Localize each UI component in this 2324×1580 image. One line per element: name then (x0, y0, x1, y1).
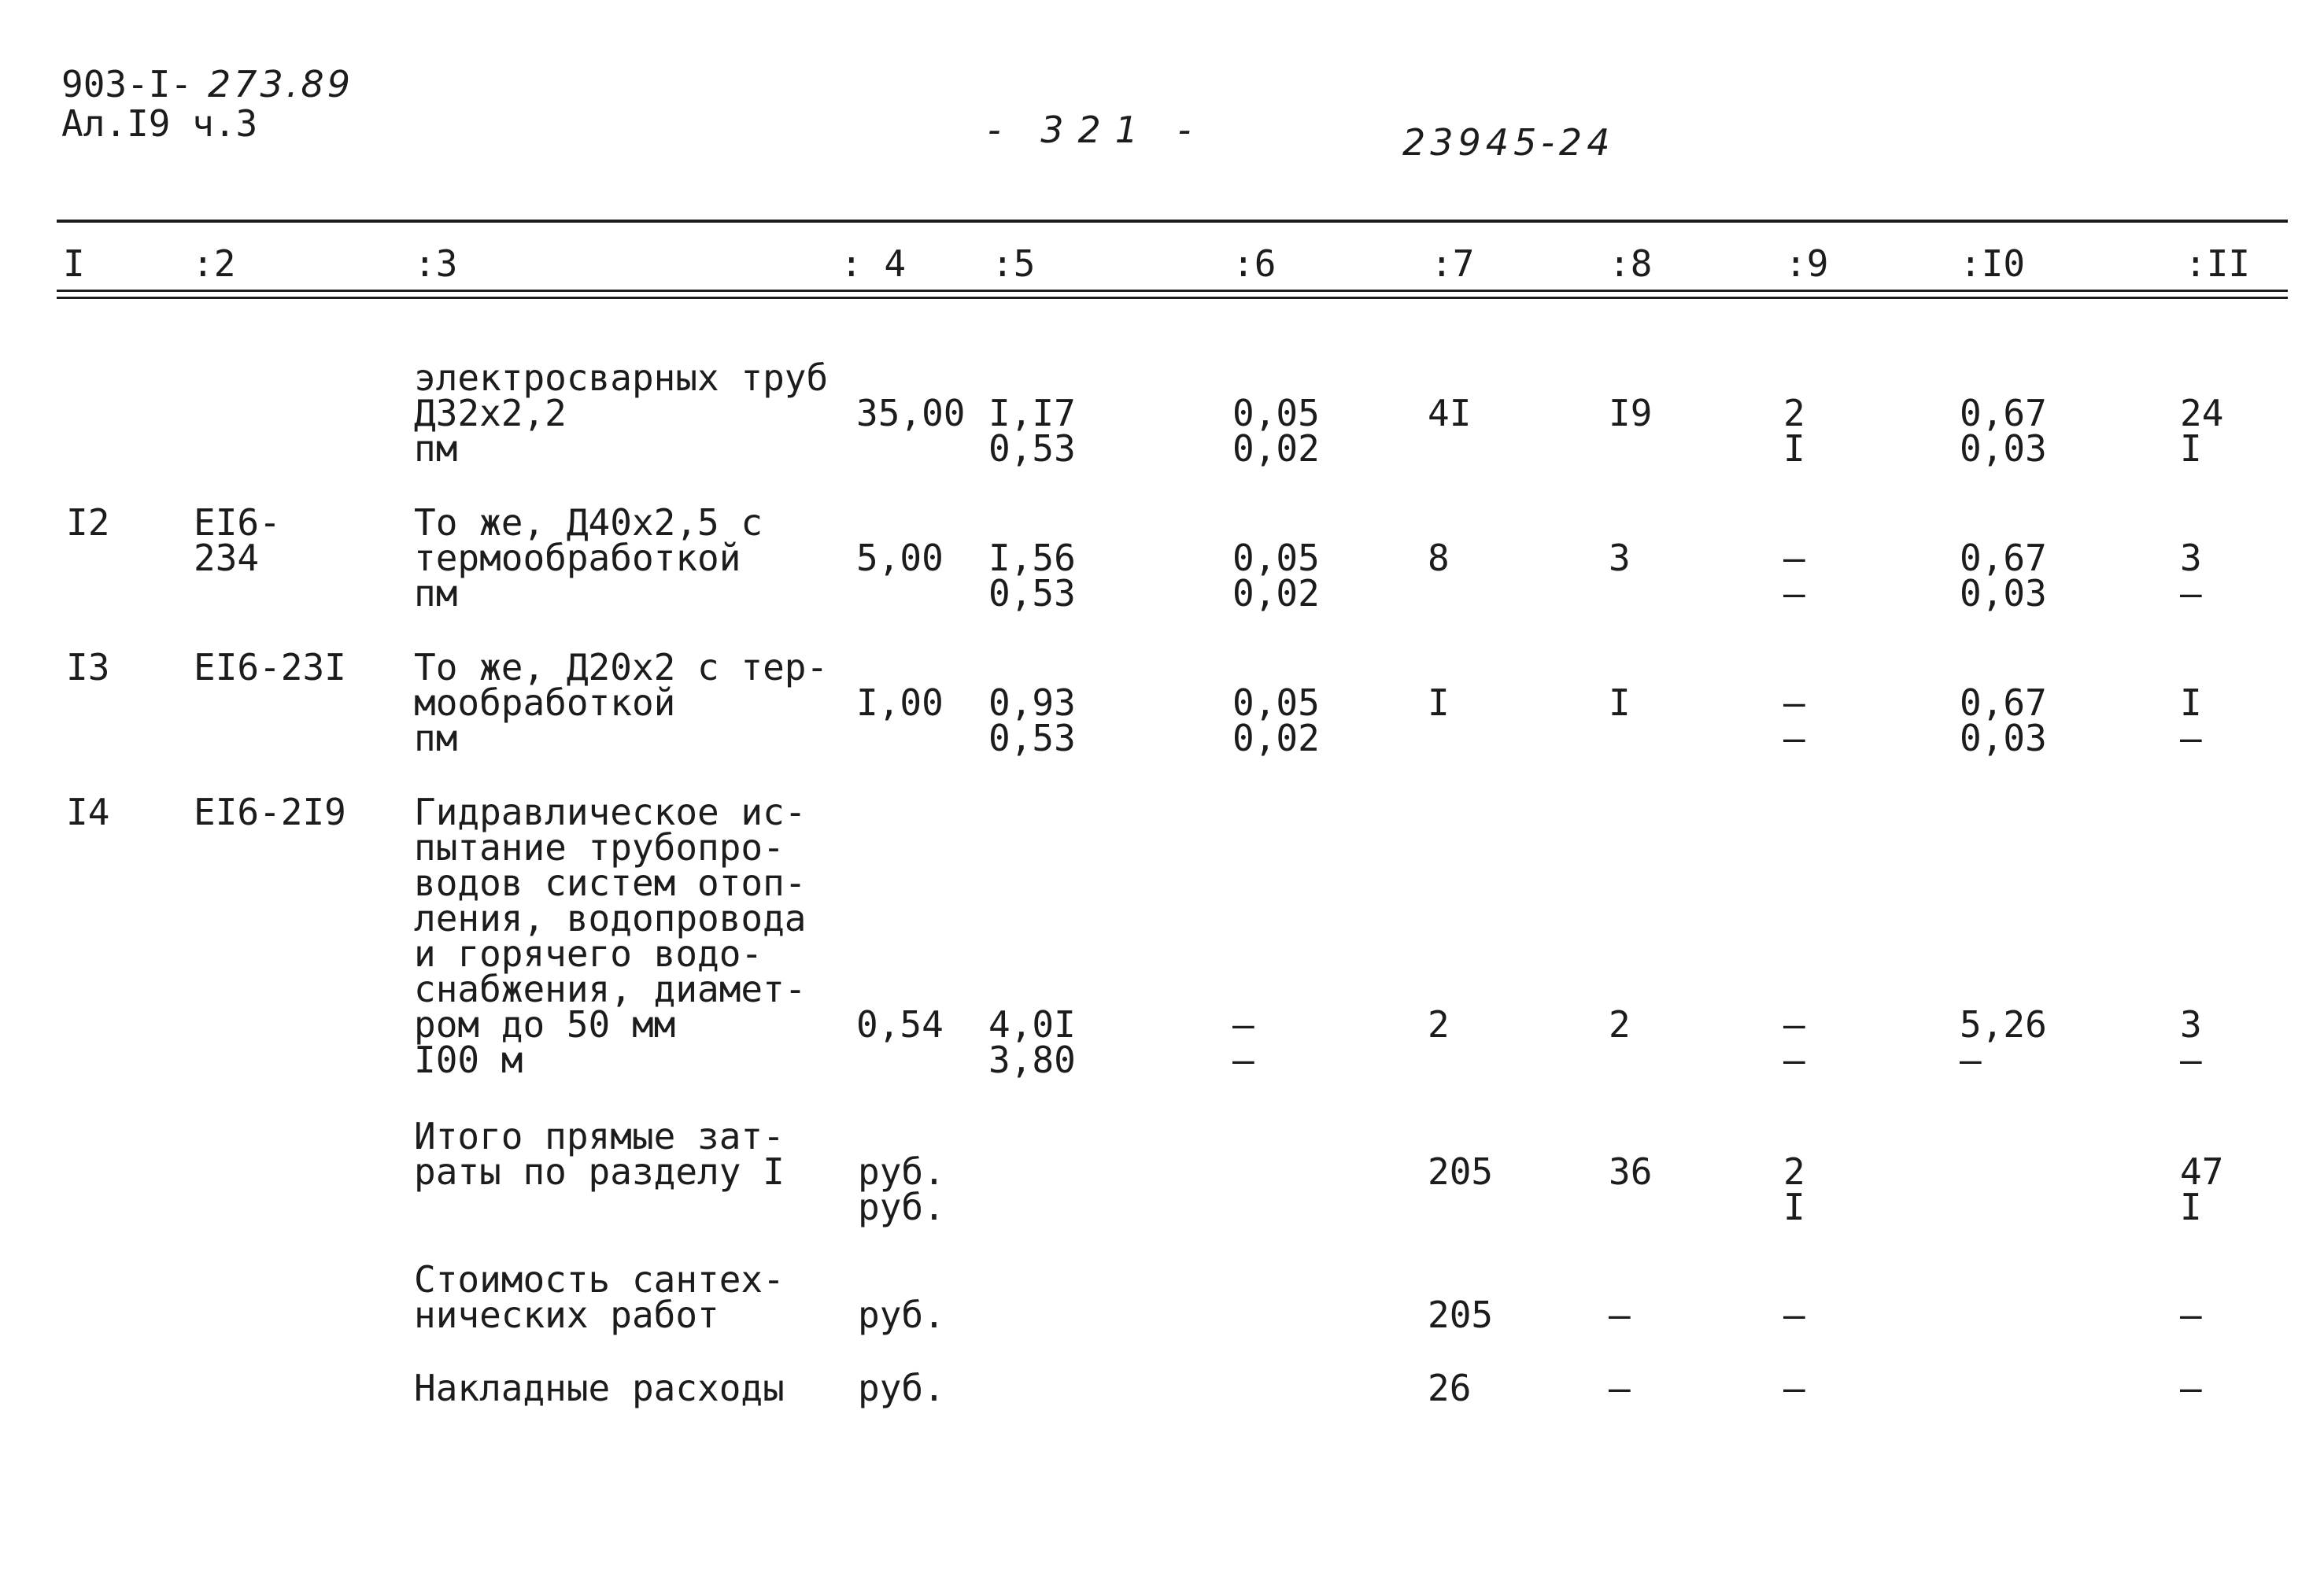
summary-overhead-col8: – (1609, 1367, 1631, 1409)
row-i3-code: EI6-23I (194, 646, 346, 688)
inventory-number: 23945-24 (1402, 121, 1615, 164)
document-code-handwritten: 273.89 (208, 63, 353, 105)
column-header-4: : 4 (841, 242, 907, 285)
row-i4-code: EI6-2I9 (194, 791, 346, 833)
row-i4-col11: 3 – (2180, 1003, 2202, 1081)
row-i3-quantity: I,00 (856, 681, 944, 724)
row1-col6: 0,05 0,02 (1232, 392, 1320, 470)
summary-direct-costs-col7: 205 (1428, 1150, 1494, 1193)
summary-plumbing-cost-unit: руб. (858, 1294, 945, 1336)
summary-plumbing-cost-col9: – (1783, 1294, 1805, 1336)
row-i3-col11: I – (2180, 681, 2202, 759)
column-header-1: I (63, 242, 85, 285)
summary-direct-costs-col9: 2 I (1783, 1150, 1805, 1228)
row-i4-quantity: 0,54 (856, 1003, 944, 1046)
header-bottom-rule (57, 290, 2288, 292)
row-i3-col5: 0,93 0,53 (988, 681, 1076, 759)
album-reference: Ал.I9 ч.3 (61, 102, 258, 145)
row-i3-col10: 0,67 0,03 (1960, 681, 2047, 759)
row1-col7: 4I (1428, 392, 1472, 434)
row1-description: электросварных труб Д32х2,2 пм (414, 356, 829, 470)
summary-direct-costs-col11: 47 I (2180, 1150, 2224, 1228)
summary-direct-costs-col8: 36 (1609, 1150, 1653, 1193)
row-i4-number: I4 (66, 791, 110, 833)
column-header-3: :3 (414, 242, 458, 285)
column-header-9: :9 (1785, 242, 1829, 285)
row-i2-quantity: 5,00 (856, 537, 944, 579)
row-i3-col8: I (1609, 681, 1631, 724)
column-header-10: :I0 (1960, 242, 2026, 285)
row-i4-col9: – – (1783, 1003, 1805, 1081)
header-bottom-rule-2 (57, 297, 2288, 299)
row-i2-col9: – – (1783, 537, 1805, 615)
column-header-6: :6 (1232, 242, 1277, 285)
row-i3-col6: 0,05 0,02 (1232, 681, 1320, 759)
row1-col9: 2 I (1783, 392, 1805, 470)
column-header-2: :2 (192, 242, 236, 285)
row-i4-description: Гидравлическое ис- пытание трубопро- водов систем отоп- ления, водопровода и горячего водо- снабжения, диамет- ром до 50 мм I00 м (414, 791, 807, 1081)
summary-direct-costs-unit: руб. руб. (858, 1150, 945, 1228)
column-header-7: :7 (1431, 242, 1475, 285)
column-header-8: :8 (1609, 242, 1653, 285)
summary-overhead-col7: 26 (1428, 1367, 1472, 1409)
summary-overhead-label: Накладные расходы (414, 1367, 785, 1409)
summary-overhead-col9: – (1783, 1367, 1805, 1409)
row-i4-col5: 4,0I 3,80 (988, 1003, 1076, 1081)
row-i4-col8: 2 (1609, 1003, 1631, 1046)
summary-overhead-col11: – (2180, 1367, 2202, 1409)
row-i2-col8: 3 (1609, 537, 1631, 579)
summary-overhead-unit: руб. (858, 1367, 945, 1409)
table-top-rule (57, 220, 2288, 223)
row-i3-col9: – – (1783, 681, 1805, 759)
row1-quantity: 35,00 (856, 392, 966, 434)
row-i2-col10: 0,67 0,03 (1960, 537, 2047, 615)
row-i2-col7: 8 (1428, 537, 1450, 579)
row-i2-col5: I,56 0,53 (988, 537, 1076, 615)
document-code-prefix: 903-I- (61, 63, 193, 105)
row-i3-col7: I (1428, 681, 1450, 724)
row-i3-description: То же, Д20х2 с тер- мообработкой пм (414, 646, 829, 759)
row-i3-number: I3 (66, 646, 110, 688)
summary-plumbing-cost-col8: – (1609, 1294, 1631, 1336)
row-i4-col10: 5,26 – (1960, 1003, 2047, 1081)
column-header-11: :II (2185, 242, 2251, 285)
row-i2-number: I2 (66, 501, 110, 544)
row1-col10: 0,67 0,03 (1960, 392, 2047, 470)
row-i4-col7: 2 (1428, 1003, 1450, 1046)
row1-col11: 24 I (2180, 392, 2224, 470)
row1-col5: I,I7 0,53 (988, 392, 1076, 470)
row-i2-code: EI6- 234 (194, 501, 281, 579)
row-i2-col6: 0,05 0,02 (1232, 537, 1320, 615)
table-header (0, 242, 2324, 285)
page-number: - 321 - (988, 109, 1206, 151)
summary-plumbing-cost-col7: 205 (1428, 1294, 1494, 1336)
row-i2-col11: 3 – (2180, 537, 2202, 615)
row-i2-description: То же, Д40х2,5 с термообработкой пм (414, 501, 763, 615)
summary-plumbing-cost-label: Стоимость сантех- нических работ (414, 1258, 785, 1336)
column-header-5: :5 (992, 242, 1036, 285)
summary-direct-costs-label: Итого прямые зат- раты по разделу I (414, 1115, 785, 1193)
summary-plumbing-cost-col11: – (2180, 1294, 2202, 1336)
row-i4-col6: – – (1232, 1003, 1254, 1081)
row1-col8: I9 (1609, 392, 1653, 434)
